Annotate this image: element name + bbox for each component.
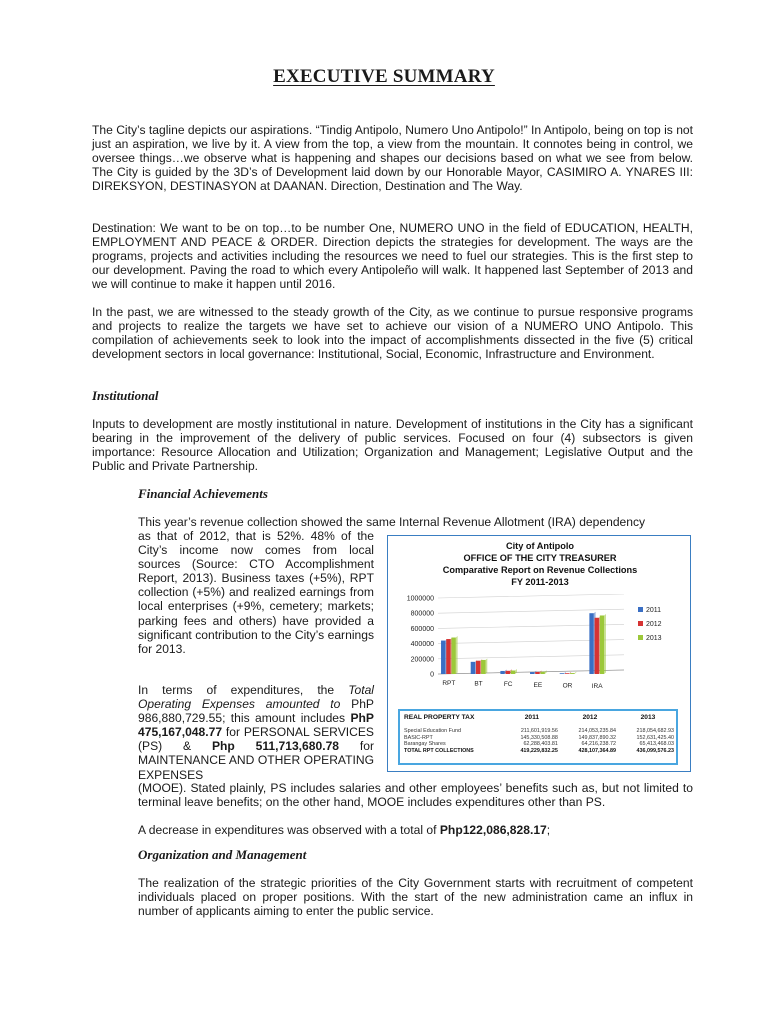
expenditures-paragraph: In terms of expenditures, the Total Operating Expenses amounted to PhP 986,880,729.55; this amount includes PhP 475,167,048.77 for PERSONAL SERVICES (PS) & Php 511,713,680.78 for MAINTENANCE AND OTHER OPERATING EXPENSES	[138, 683, 374, 782]
bar-RPT-2013	[451, 638, 455, 674]
figure-title-line-1: City of Antipolo	[505, 541, 575, 551]
x-tick-label: OR	[562, 682, 573, 690]
revenue-chart-figure	[387, 535, 691, 772]
table-cell: 64,216,238.72	[581, 741, 616, 748]
x-tick-label: EE	[533, 681, 543, 689]
x-tick-label: FC	[503, 681, 513, 689]
legend-swatch-2012	[638, 621, 643, 626]
bar-side-FC-2013	[515, 669, 517, 674]
bar-OR-2013	[570, 673, 574, 674]
legend-swatch-2011	[638, 607, 643, 612]
y-tick-label: 1000000	[406, 595, 434, 603]
bar-IRA-2012	[595, 618, 599, 674]
table-cell: 145,330,508.88	[520, 734, 558, 741]
subsection-heading-financial: Financial Achievements	[138, 486, 268, 501]
figure-title-line-4: FY 2011-2013	[511, 577, 569, 587]
bar-IRA-2013	[600, 615, 604, 674]
decrease-paragraph: A decrease in expenditures was observed with a total of Php122,086,828.17;	[138, 823, 551, 837]
figure-title-line-2: OFFICE OF THE CITY TREASURER	[463, 553, 617, 563]
rpt-table-header-row	[400, 711, 676, 728]
table-cell: 214,053,235.84	[578, 728, 616, 734]
table-cell: Special Education Fund	[404, 728, 461, 734]
legend-label-2011: 2011	[646, 607, 662, 614]
document-title: EXECUTIVE SUMMARY	[273, 66, 495, 87]
bar-side-RPT-2013	[456, 636, 458, 674]
legend-swatch-2013	[638, 635, 643, 640]
rpt-table-box	[398, 709, 678, 765]
intro-paragraph-1: The City’s tagline depicts our aspirations. “Tindig Antipolo, Numero Uno Antipolo!” In Antipolo, being on top is not just an aspiration, we live by it. A view from the top, a view from the mountain. It connotes being in control, we oversee things…we observe what is happening and shapes our decisions based on what we see from below. The City is guided by the 3D’s of Development laid down by our Honorable Mayor, CASIMIRO A. YNARES III: DIREKSYON, DESTINASYON at DAANAN. Direction, Destination and The Way.	[92, 123, 694, 194]
bar-FC-2011	[500, 671, 504, 674]
gridline	[438, 609, 624, 613]
x-tick-label: IRA	[591, 683, 603, 690]
bar-side-BT-2013	[486, 658, 488, 674]
bar-side-IRA-2013	[604, 614, 606, 674]
bar-RPT-2012	[446, 639, 450, 674]
bar-EE-2013	[540, 672, 544, 674]
table-cell: 149,837,890.32	[578, 734, 616, 741]
y-tick-label: 400000	[410, 641, 434, 649]
table-cell: 65,413,468.03	[639, 741, 674, 748]
rpt-header-2012: 2012	[582, 714, 598, 721]
rpt-header-2011: 2011	[524, 714, 540, 721]
gridline	[438, 594, 624, 598]
table-cell: 419,229,832.25	[520, 747, 558, 754]
bar-FC-2013	[511, 671, 515, 674]
table-row-total	[400, 748, 676, 755]
table-cell: 428,107,364.89	[578, 747, 616, 754]
bar-side-OR-2013	[575, 672, 577, 674]
section-heading-institutional: Institutional	[92, 388, 159, 403]
figure-title-line-3: Comparative Report on Revenue Collections	[442, 565, 638, 575]
table-cell: 62,288,403.81	[523, 741, 558, 748]
intro-paragraph-3: In the past, we are witnessed to the steady growth of the City, as we continue to pursue responsive programs and projects to realize the targets we have set to achieve our vision of a NUMERO UNO Antipolo. This compilation of achievements seek to look into the impact of accomplishments dissected in the five (5) critical development sectors in local governance: Institutional, Social, Economic, Infrastructure and Environment.	[92, 305, 693, 362]
rpt-table	[400, 711, 676, 754]
y-tick-label: 0	[430, 671, 434, 679]
expenditures-paragraph-cont: (MOOE). Stated plainly, PS includes salaries and other employees’ benefits such as, but not limited to terminal leave benefits; on the other hand, MOOE includes expenditures other than PS.	[138, 781, 693, 810]
bar-BT-2013	[481, 660, 485, 674]
table-row	[400, 741, 676, 748]
subsection-heading-organization: Organization and Management	[138, 847, 307, 862]
table-row	[400, 728, 676, 735]
bar-RPT-2011	[441, 641, 445, 674]
bar-BT-2012	[476, 661, 480, 674]
rpt-header-2013: 2013	[640, 714, 656, 721]
bar-OR-2011	[560, 673, 564, 674]
bar-side-EE-2013	[545, 670, 547, 674]
table-row	[400, 735, 676, 742]
table-cell: 218,054,682.93	[636, 728, 674, 734]
financial-paragraph-1-column: as that of 2012, that is 52%. 48% of the City’s income now comes from local sources (Source: CTO Accomplishment Report, 2013). Business taxes (+5%), RPT collection (+5%) and realized earnings from local enterprises (+9%, cemetery; markets; parking fees and others) have provided a significant contribution to the City’s earnings for 2013.	[138, 529, 374, 656]
financial-paragraph-1-line: This year’s revenue collection showed the same Internal Revenue Allotment (IRA) dependency	[138, 515, 646, 529]
bar-IRA-2011	[589, 613, 593, 674]
x-tick-label: RPT	[442, 680, 456, 687]
y-tick-label: 200000	[410, 656, 434, 664]
bar-BT-2011	[471, 662, 475, 674]
bar-EE-2012	[535, 672, 539, 674]
table-cell: BASIC-RPT	[404, 734, 433, 741]
rpt-header-label: REAL PROPERTY TAX	[404, 714, 475, 721]
revenue-bar-chart	[388, 594, 688, 709]
x-tick-label: BT	[474, 680, 483, 688]
table-cell: 152,631,425.40	[636, 734, 674, 741]
bar-FC-2012	[506, 671, 510, 674]
organization-paragraph: The realization of the strategic priorities of the City Government starts with recruitment of competent individuals placed on proper positions. With the start of the new administration came an influx in number of applicants aiming to enter the public service.	[138, 876, 693, 919]
table-cell: Barangay Shares	[404, 741, 446, 748]
bar-OR-2012	[565, 673, 569, 674]
y-tick-label: 600000	[410, 625, 434, 633]
institutional-paragraph: Inputs to development are mostly institutional in nature. Development of institutions in the City has a significant bearing in the improvement of the delivery of public services. Focused on four (4) subsectors is given importance: Resource Allocation and Utilization; Organization and Management; Legislative Output and the Public and Private Partnership.	[92, 417, 693, 474]
legend-label-2012: 2012	[646, 621, 662, 628]
legend-label-2013: 2013	[646, 635, 662, 642]
bar-EE-2011	[530, 672, 534, 674]
table-cell: 211,601,919.56	[520, 728, 558, 734]
y-tick-label: 800000	[410, 610, 434, 618]
table-cell: 436,099,576.23	[636, 747, 674, 754]
table-cell: TOTAL RPT COLLECTIONS	[404, 747, 474, 754]
intro-paragraph-2: Destination: We want to be on top…to be number One, NUMERO UNO in the field of EDUCATION, HEALTH, EMPLOYMENT AND PEACE & ORDER. Direction depicts the strategies for development. The ways are the programs, projects and activities including the resources we need to fuel our strategies. This is the first step to our development. Paving the road to which every Antipoleño will walk. It happened last September of 2013 and we will continue to make it happen until 2016.	[92, 221, 693, 292]
